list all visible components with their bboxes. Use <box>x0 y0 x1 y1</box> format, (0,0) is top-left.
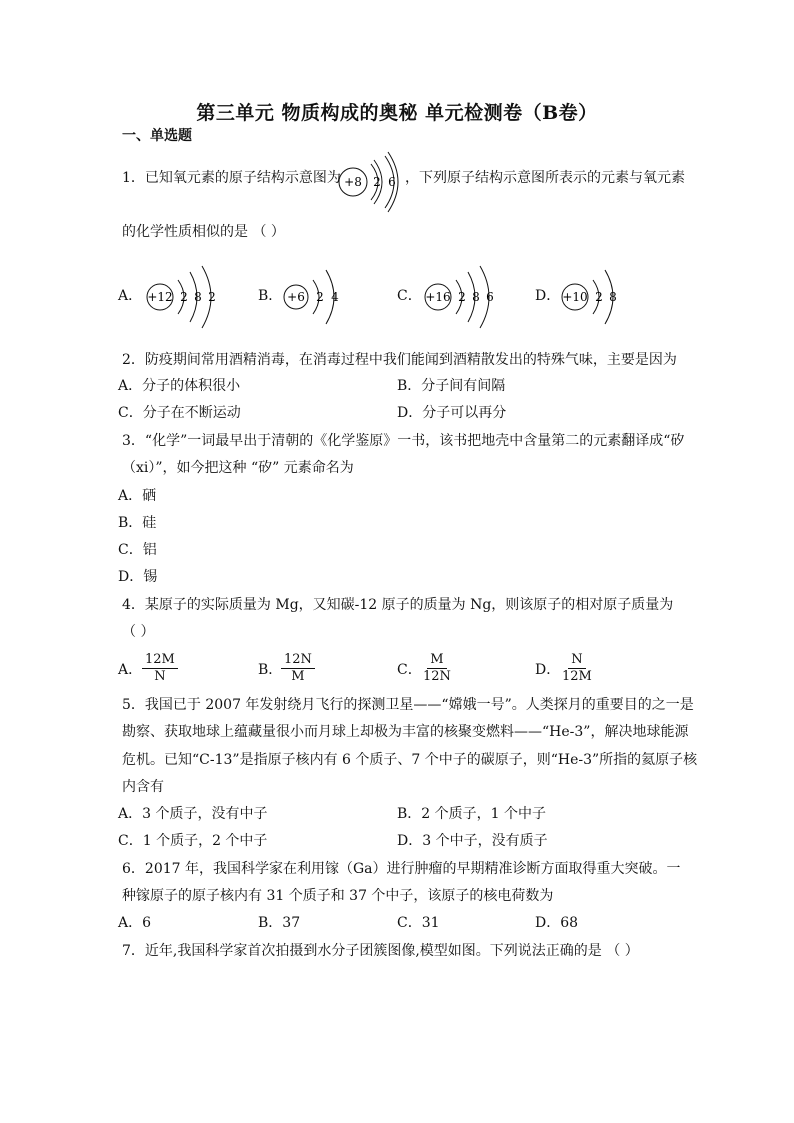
svg-text:2: 2 <box>458 290 466 304</box>
q1-option-b-label[interactable]: B． <box>258 288 283 304</box>
q4-line-2: （ ） <box>122 624 155 640</box>
q6-line-2: 种镓原子的原子核内有 31 个质子和 37 个中子，该原子的核电荷数为 <box>122 888 554 904</box>
svg-text:2: 2 <box>595 290 603 304</box>
q1-option-c-label[interactable]: C． <box>397 288 422 304</box>
section-heading: 一、单选题 <box>122 128 192 144</box>
q1-option-a-label[interactable]: A． <box>118 288 143 304</box>
svg-text:6: 6 <box>486 290 494 304</box>
svg-text:8: 8 <box>194 290 202 304</box>
q4-option-a-fraction: $\frac{12M}{N}$ <box>142 652 178 685</box>
q3-option-b[interactable]: B．硅 <box>118 515 157 531</box>
q1-option-c-diagram <box>420 262 516 332</box>
svg-text:+16: +16 <box>425 290 451 304</box>
q1-text-c: 的化学性质相似的是 （ ） <box>122 224 285 240</box>
q4-line-1: 4．某原子的实际质量为 Mg，又知碳-12 原子的质量为 Ng，则该原子的相对原子质量为 <box>122 597 674 613</box>
q1-option-b-diagram <box>280 262 360 332</box>
q1-option-d-diagram <box>558 262 638 332</box>
q5-line-3: 危机。已知“C-13”是指原子核内有 6 个质子、7 个中子的碳原子，则“He-3”所指的氦原子核 <box>122 752 698 768</box>
q6-option-b[interactable]: B．37 <box>258 915 301 931</box>
q4-option-c-fraction: $\frac{M}{12N}$ <box>423 652 451 684</box>
svg-text:8: 8 <box>472 290 480 304</box>
svg-text:8: 8 <box>609 290 617 304</box>
svg-text:2: 2 <box>208 290 216 304</box>
q2-option-b[interactable]: B．分子间有间隔 <box>397 378 506 394</box>
q4-option-d-label[interactable]: D． <box>535 662 561 678</box>
q3-option-a[interactable]: A．硒 <box>118 488 157 504</box>
q1-option-a-diagram <box>142 262 238 332</box>
q3-line-1: 3．“化学”一词最早出于清朝的《化学鉴原》一书，该书把地壳中含量第二的元素翻译成“矽 <box>122 433 685 449</box>
q5-option-c[interactable]: C．1 个质子，2 个中子 <box>118 833 268 849</box>
q3-option-d[interactable]: D．锡 <box>118 569 158 585</box>
svg-text:+12: +12 <box>147 290 173 304</box>
q3-option-c[interactable]: C．铝 <box>118 542 157 558</box>
q2-option-a[interactable]: A．分子的体积很小 <box>118 378 241 394</box>
q1-option-d-label[interactable]: D． <box>535 288 561 304</box>
q2-option-d[interactable]: D．分子可以再分 <box>397 405 507 421</box>
q4-option-d-fraction: $\frac{N}{12M}$ <box>562 652 592 684</box>
q6-option-a[interactable]: A．6 <box>118 915 152 931</box>
q6-option-d[interactable]: D．68 <box>535 915 579 931</box>
oxygen-shell-1: 2 <box>373 175 381 189</box>
page-title: 第三单元 物质构成的奥秘 单元检测卷（B卷） <box>196 102 598 124</box>
q5-line-2: 勘察、获取地球上蕴藏量很小而月球上却极为丰富的核聚变燃料——“He-3”，解决地球能源 <box>122 724 689 740</box>
oxygen-shell-2: 6 <box>388 175 396 189</box>
q2-text: 2．防疫期间常用酒精消毒，在消毒过程中我们能闻到酒精散发出的特殊气味，主要是因为 <box>122 352 677 368</box>
q5-line-1: 5．我国已于 2007 年发射绕月飞行的探测卫星——“嫦娥一号”。人类探月的重要目的之一是 <box>122 697 694 713</box>
q5-line-4: 内含有 <box>122 779 164 795</box>
q4-option-c-label[interactable]: C． <box>397 662 422 678</box>
q2-option-c[interactable]: C．分子在不断运动 <box>118 405 241 421</box>
svg-text:+10: +10 <box>562 290 588 304</box>
oxygen-atom-diagram <box>333 150 413 214</box>
q1-text-b: ，下列原子结构示意图所表示的元素与氧元素 <box>405 170 685 186</box>
q4-option-b-fraction: $\frac{12N}{M}$ <box>281 652 315 685</box>
svg-text:2: 2 <box>180 290 188 304</box>
q5-option-b[interactable]: B．2 个质子，1 个中子 <box>397 806 547 822</box>
q3-line-2: （xi）”，如今把这种 “矽” 元素命名为 <box>122 460 354 476</box>
svg-text:4: 4 <box>331 290 339 304</box>
q1-text-a: 1．已知氧元素的原子结构示意图为 <box>122 170 341 186</box>
oxygen-nucleus: +8 <box>344 175 362 189</box>
q6-line-1: 6．2017 年，我国科学家在利用镓（Ga）进行肿瘤的早期精准诊断方面取得重大突破。一 <box>122 861 681 877</box>
svg-text:+6: +6 <box>287 290 305 304</box>
q5-option-a[interactable]: A．3 个质子，没有中子 <box>118 806 268 822</box>
q7-text: 7．近年,我国科学家首次拍摄到水分子团簇图像,模型如图。下列说法正确的是 （ ） <box>122 943 639 959</box>
svg-text:2: 2 <box>316 290 324 304</box>
q4-option-a-label[interactable]: A． <box>118 662 143 678</box>
q4-option-b-label[interactable]: B． <box>258 662 283 678</box>
q6-option-c[interactable]: C．31 <box>397 915 440 931</box>
q5-option-d[interactable]: D．3 个中子，没有质子 <box>397 833 548 849</box>
